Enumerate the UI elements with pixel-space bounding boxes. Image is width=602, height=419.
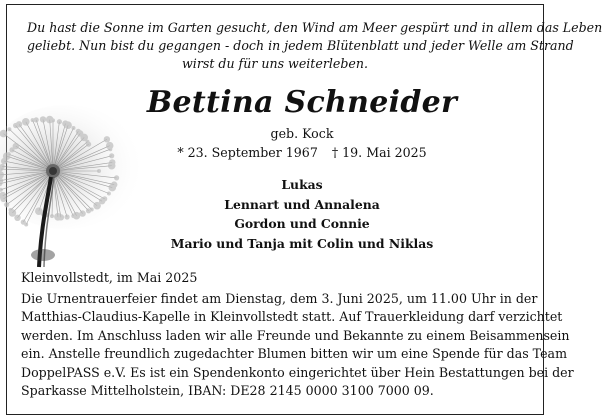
- poem-line: wirst du für uns weiterleben.: [182, 56, 368, 71]
- deceased-name: Bettina Schneider: [146, 85, 458, 120]
- announcement-line: Matthias-Claudius-Kapelle in Kleinvollstedt statt. Auf Trauerkleidung darf verzichtet: [21, 309, 563, 325]
- announcement-line: Die Urnentrauerfeier findet am Dienstag, dem 3. Juni 2025, um 11.00 Uhr in der: [21, 291, 538, 306]
- mourners-list: [137, 175, 467, 253]
- announcement-line: ein. Anstelle freundlich zugedachter Blumen bitten wir um eine Spende für das Team: [21, 346, 568, 362]
- mourner-line: Mario und Tanja mit Colin und Niklas: [170, 235, 434, 251]
- poem: [27, 19, 602, 73]
- maiden-name: geb. Kock: [270, 126, 334, 141]
- announcement-line: werden. Im Anschluss laden wir alle Freunde und Bekannte zu einem Beisammensein: [21, 327, 570, 343]
- birth-date: * 23. September 1967: [177, 145, 318, 160]
- mourner-line: Gordon und Connie: [234, 216, 370, 231]
- obituary-card: [6, 4, 602, 415]
- funeral-announcement: [21, 290, 574, 400]
- death-date: † 19. Mai 2025: [331, 145, 427, 160]
- mourner-line: Lennart und Annalena: [224, 196, 380, 212]
- dandelion-image: [7, 97, 157, 267]
- place-date: Kleinvollstedt, im Mai 2025: [21, 270, 198, 285]
- life-dates: [137, 144, 467, 162]
- announcement-line: DoppelPASS e.V. Es ist ein Spendenkonto eingerichtet über Hein Bestattungen bei der: [21, 364, 574, 380]
- poem-line: Du hast die Sonne im Garten gesucht, den Wind am Meer gespürt und in allem das Leben: [27, 20, 602, 35]
- mourner-line: Lukas: [281, 177, 323, 192]
- announcement-line: Sparkasse Mittelholstein, IBAN: DE28 2145 0000 3100 7000 09.: [21, 383, 434, 399]
- poem-line: geliebt. Nun bist du gegangen - doch in jedem Blütenblatt und jeder Welle am Strand: [27, 38, 574, 53]
